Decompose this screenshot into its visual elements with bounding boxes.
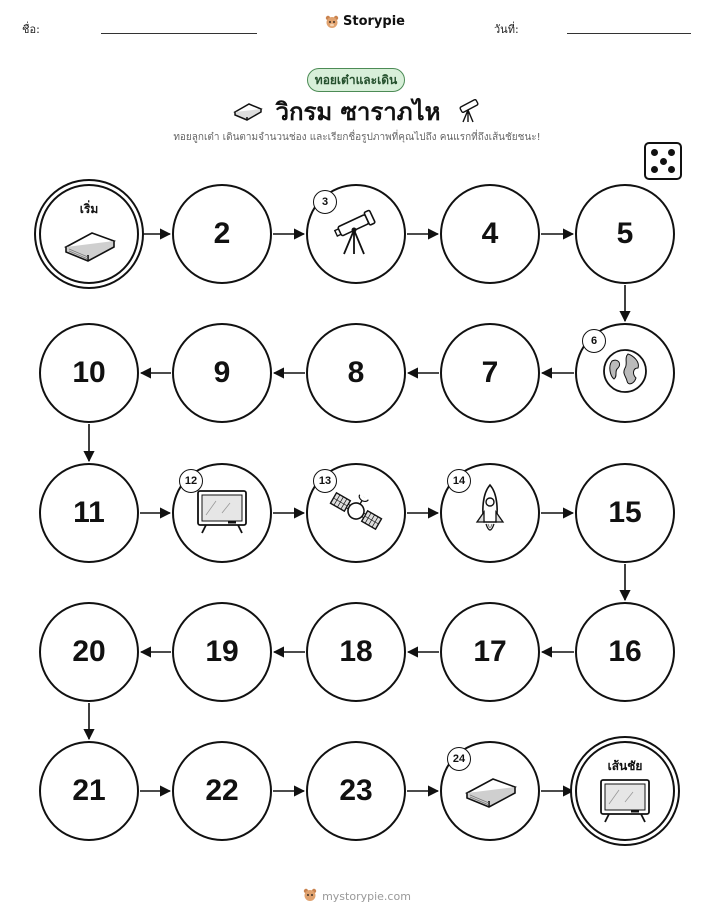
telescope-icon: [330, 206, 382, 262]
space-number: 7: [481, 356, 499, 389]
book-icon: [60, 221, 118, 269]
chalkboard-icon: [595, 776, 655, 828]
space-number-tag: 12: [179, 469, 203, 493]
space-number-tag: 3: [313, 190, 337, 214]
board-space-23: [306, 741, 406, 841]
board-space-15: [575, 463, 675, 563]
footer: [0, 888, 714, 905]
space-number: 15: [608, 496, 642, 529]
date-label: วันที่:: [494, 23, 519, 36]
instructions: ทอยลูกเต๋า เดินตามจำนวนช่อง และเรียกชื่อรูปภาพที่คุณไปถึง คนแรกที่ถึงเส้นชัยชนะ!: [173, 132, 541, 143]
space-number: 11: [73, 496, 105, 529]
board-space-5: [575, 184, 675, 284]
name-label: ชื่อ:: [22, 23, 40, 36]
satellite-icon: [328, 485, 384, 541]
start-space: [39, 184, 139, 284]
board-space-8: [306, 323, 406, 423]
rocket-icon: [470, 482, 510, 544]
space-number-tag: 6: [582, 329, 606, 353]
board-space-16: [575, 602, 675, 702]
board-space-2: [172, 184, 272, 284]
space-number-tag: 24: [447, 747, 471, 771]
space-number: 17: [473, 635, 507, 668]
space-number: 4: [481, 217, 499, 250]
space-number-tag: 13: [313, 469, 337, 493]
board-space-4: [440, 184, 540, 284]
space-number: 21: [72, 774, 106, 807]
space-number: 20: [72, 635, 106, 668]
space-number: 9: [213, 356, 231, 389]
globe-icon: [600, 346, 650, 400]
brand-name: Storypie: [343, 14, 405, 29]
board-space-10: [39, 323, 139, 423]
space-number: 5: [616, 217, 634, 250]
space-number: 23: [339, 774, 373, 807]
space-number: 10: [72, 356, 106, 389]
board-space-20: [39, 602, 139, 702]
space-number: 22: [205, 774, 239, 807]
book-icon: [461, 767, 519, 815]
space-number: 16: [608, 635, 642, 668]
board-space-17: [440, 602, 540, 702]
title-text: วิกรม ซาราภไห: [275, 98, 441, 126]
space-number-tag: 14: [447, 469, 471, 493]
space-number: 18: [339, 635, 373, 668]
board-space-18: [306, 602, 406, 702]
space-number: 2: [213, 217, 231, 250]
space-number: 19: [205, 635, 239, 668]
board-space-19: [172, 602, 272, 702]
board-space-7: [440, 323, 540, 423]
space-number: 8: [347, 356, 365, 389]
board-space-11: [39, 463, 139, 563]
footer-bear-icon: [303, 888, 317, 905]
footer-url[interactable]: mystorypie.com: [322, 890, 411, 903]
start-label: เริ่ม: [79, 202, 99, 216]
game-type-badge: ทอยเต๋าและเดิน: [307, 68, 405, 92]
chalkboard-icon: [192, 487, 252, 539]
board-space-22: [172, 741, 272, 841]
finish-space: [575, 741, 675, 841]
finish-label: เส้นชัย: [607, 759, 643, 773]
board-space-9: [172, 323, 272, 423]
board-space-21: [39, 741, 139, 841]
